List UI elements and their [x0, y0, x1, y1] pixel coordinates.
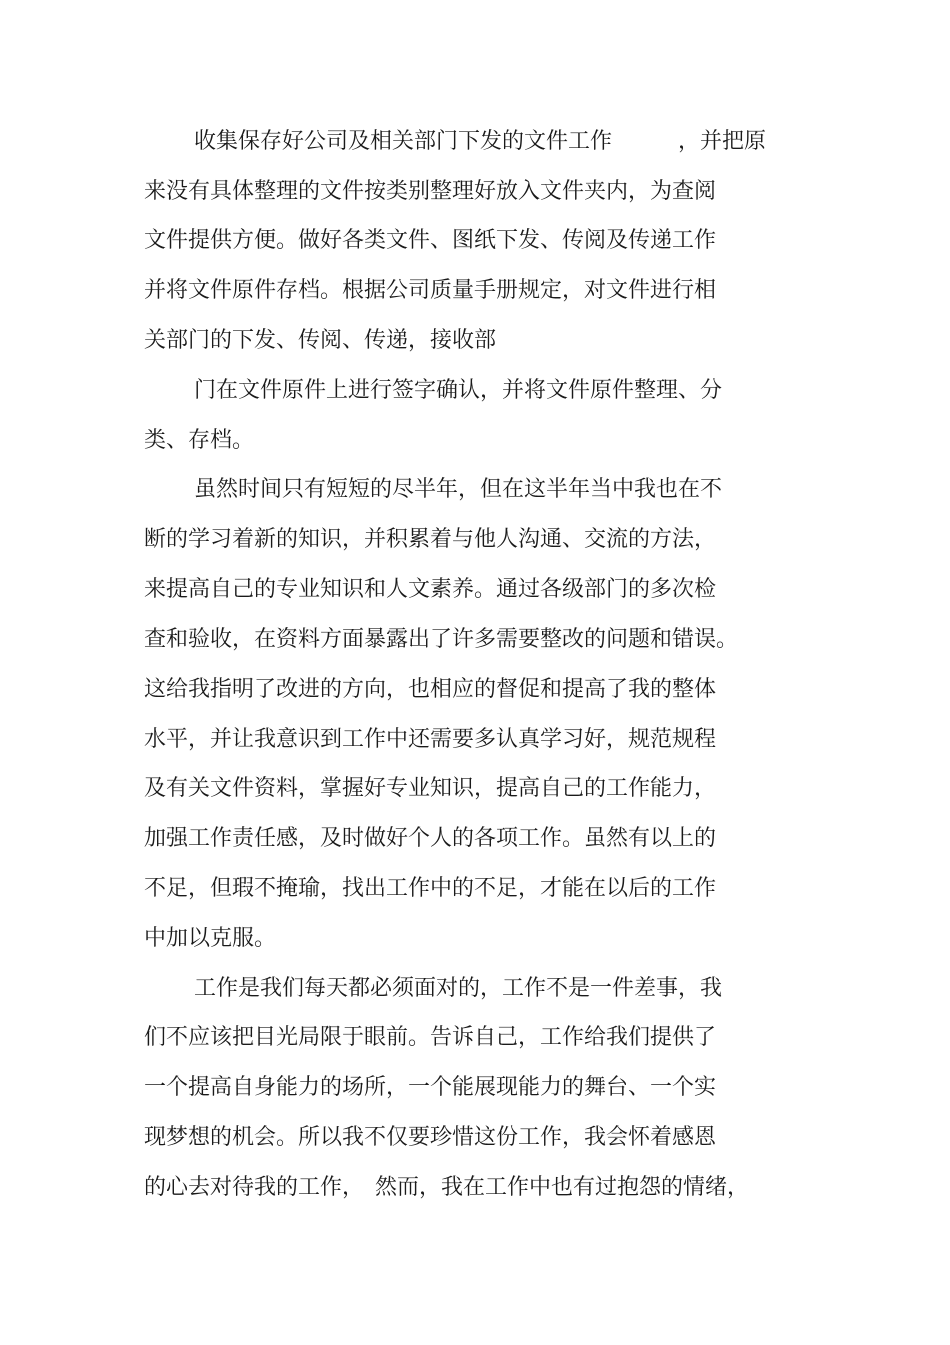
text-line: 来提高自己的专业知识和人文素养。通过各级部门的多次检	[144, 577, 717, 602]
text-line: 查和验收，在资料方面暴露出了许多需要整改的问题和错误。	[144, 627, 739, 652]
text-line: 来没有具体整理的文件按类别整理好放入文件夹内，为查阅	[144, 179, 717, 204]
text-line: 文件提供方便。做好各类文件、图纸下发、传阅及传递工作	[144, 228, 717, 253]
text-line: 并将文件原件存档。根据公司质量手册规定，对文件进行相	[144, 278, 717, 303]
text-line: 现梦想的机会。所以我不仅要珍惜这份工作，我会怀着感恩	[144, 1125, 717, 1150]
text-line: 们不应该把目光局限于眼前。告诉自己，工作给我们提供了	[144, 1025, 717, 1050]
text-line: 关部门的下发、传阅、传递，接收部	[144, 328, 497, 353]
text-line: 类、存档。	[144, 428, 255, 453]
text-line: 断的学习着新的知识，并积累着与他人沟通、交流的方法，	[144, 527, 717, 552]
text-line: 加强工作责任感，及时做好个人的各项工作。虽然有以上的	[144, 826, 717, 851]
text-line: 中加以克服。	[144, 926, 277, 951]
text-line: 不足，但瑕不掩瑜，找出工作中的不足，才能在以后的工作	[144, 876, 717, 901]
text-line: 工作是我们每天都必须面对的，工作不是一件差事，我	[194, 976, 723, 1001]
text-line: 及有关文件资料，掌握好专业知识，提高自己的工作能力，	[144, 776, 717, 801]
text-line: 这给我指明了改进的方向，也相应的督促和提高了我的整体	[144, 677, 717, 702]
text-line: 门在文件原件上进行签字确认，并将文件原件整理、分	[194, 378, 723, 403]
text-line: 一个提高自身能力的场所，一个能展现能力的舞台、一个实	[144, 1075, 717, 1100]
text-line: 的心去对待我的工作， 然而，我在工作中也有过抱怨的情绪，	[144, 1175, 750, 1200]
text-line: 收集保存好公司及相关部门下发的文件工作 ，并把原	[194, 129, 767, 154]
text-line: 水平，并让我意识到工作中还需要多认真学习好，规范规程	[144, 727, 717, 752]
text-line: 虽然时间只有短短的尽半年，但在这半年当中我也在不	[194, 477, 723, 502]
